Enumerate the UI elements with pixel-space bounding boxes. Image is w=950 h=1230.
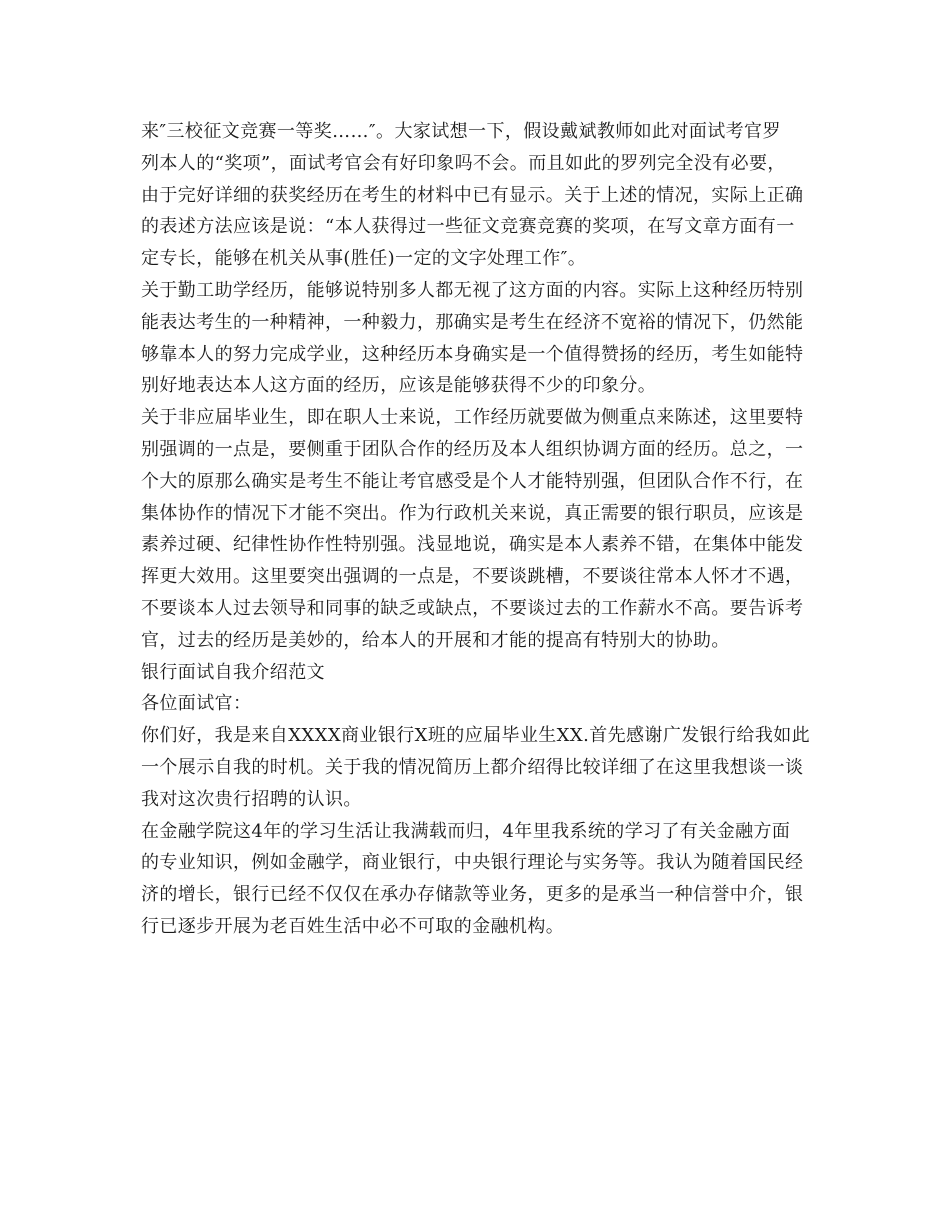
- text-line: 的表述方法应该是说：“本人获得过一些征文竞赛竞赛的奖项，在写文章方面有一: [141, 216, 795, 238]
- text-line: 的专业知识，例如金融学，商业银行，中央银行理论与实务等。我认为随着国民经: [141, 852, 804, 874]
- text-line: 能表达考生的一种精神，一种毅力，那确实是考生在经济不宽裕的情况下，仍然能: [141, 311, 804, 333]
- text-line: 我对这次贵行招聘的认识。: [141, 788, 362, 810]
- text-line: 集体协作的情况下才能不突出。作为行政机关来说，真正需要的银行职员，应该是: [141, 502, 804, 524]
- text-line: 别强调的一点是，要侧重于团队合作的经历及本人组织协调方面的经历。总之，一: [141, 438, 804, 460]
- text-line: 一个展示自我的时机。关于我的情况简历上都介绍得比较详细了在这里我想谈一谈: [141, 756, 804, 778]
- text-line: 官，过去的经历是美妙的，给本人的开展和才能的提高有特别大的协助。: [141, 629, 730, 651]
- document-body: [141, 116, 813, 943]
- text-line: 列本人的“奖项”，面试考官会有好印象吗不会。而且如此的罗列完全没有必要，: [141, 152, 786, 174]
- text-line: 关于非应届毕业生，即在职人士来说，工作经历就要做为侧重点来陈述，这里要特: [141, 407, 804, 429]
- text-line: 定专长，能够在机关从事(胜任)一定的文字处理工作″。: [141, 248, 587, 270]
- text-line: 你们好，我是来自XXXX商业银行X班的应届毕业生XX.首先感谢广发银行给我如此: [141, 725, 811, 747]
- text-line: 素养过硬、纪律性协作性特别强。浅显地说，确实是本人素养不错，在集体中能发: [141, 534, 804, 556]
- text-line: 行已逐步开展为老百姓生活中必不可取的金融机构。: [141, 915, 565, 937]
- text-line: 关于勤工助学经历，能够说特别多人都无视了这方面的内容。实际上这种经历特别: [141, 279, 804, 301]
- text-line: 来″三校征文竞赛一等奖……″。大家试想一下，假设戴斌教师如此对面试考官罗: [141, 121, 781, 142]
- text-line: 由于完好详细的获奖经历在考生的材料中已有显示。关于上述的情况，实际上正确: [141, 184, 804, 206]
- salutation: 各位面试官：: [141, 693, 252, 715]
- section-heading: 银行面试自我介绍范文: [141, 661, 325, 683]
- text-line: 不要谈本人过去领导和同事的缺乏或缺点，不要谈过去的工作薪水不高。要告诉考: [141, 597, 804, 619]
- text-line: 别好地表达本人这方面的经历，应该是能够获得不少的印象分。: [141, 375, 657, 397]
- text-line: 济的增长，银行已经不仅仅在承办存储款等业务，更多的是承当一种信誉中介，银: [141, 884, 804, 906]
- text-line: 在金融学院这4年的学习生活让我满载而归，4年里我系统的学习了有关金融方面: [141, 820, 791, 842]
- text-line: 够靠本人的努力完成学业，这种经历本身确实是一个值得赞扬的经历，考生如能特: [141, 343, 804, 365]
- text-line: 个大的原那么确实是考生不能让考官感受是个人才能特别强，但团队合作不行，在: [141, 470, 804, 492]
- text-line: 挥更大效用。这里要突出强调的一点是，不要谈跳槽，不要谈往常本人怀才不遇，: [141, 566, 804, 588]
